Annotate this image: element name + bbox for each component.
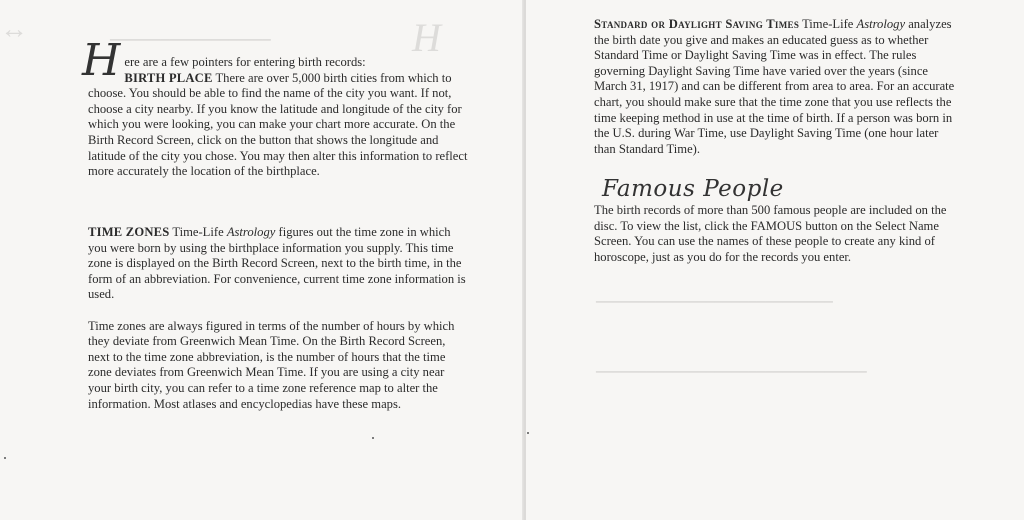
time-zones-paragraph [88, 225, 466, 303]
gmt-paragraph [88, 319, 466, 413]
bleed-through: ▁▁▁▁▁▁▁▁▁▁▁▁▁▁▁▁▁▁▁ H ↔ [0, 14, 441, 60]
dst-paragraph [594, 17, 956, 157]
time-zones-product: Time-Life [172, 225, 224, 239]
dst-text: analyzes the birth date you give and makes an educated guess as to whether Standard Time or Daylight Saving Time was in effect. The rules governing Daylight Saving Time have varied over the years (since March 31, 1917) and can be different from area to area. For an accurate chart, you should make sure that the time zone that you use reflects the time keeping method in use at the time of birth. If a person was born in the U.S. during War Time, use Daylight Saving Time (one hour later than Standard Time). [594, 17, 955, 156]
page-mark-right [527, 432, 529, 434]
birth-place-text: There are over 5,000 birth cities from which to choose. You should be able to find the name of the city you want. If not, choose a city nearby. If you know the latitude and longitude of the city for which you were looking, you can make your chart more accurate. On the Birth Record Screen, click on the button that shows the longitude and latitude of the city you chose. You may then alter this information to reflect more accurately the location of the birthplace. [88, 70, 468, 179]
bleed-through-right: ▁▁▁▁▁▁▁▁▁▁▁▁▁▁▁▁▁▁▁▁▁▁▁▁▁▁▁▁ ▁▁▁▁▁▁▁▁▁▁▁▁▁▁▁▁▁▁▁▁▁▁▁▁▁▁▁▁▁▁▁▁ [596, 291, 867, 373]
time-zones-product-italic: Astrology [226, 225, 276, 239]
drop-cap: H [82, 35, 121, 86]
time-zones-heading: TIME ZONES [88, 225, 170, 239]
famous-block [594, 203, 954, 281]
page-mark-left-margin [4, 457, 6, 459]
gmt-text: Time zones are always figured in terms of the number of hours by which they deviate from Greenwich Mean Time. On the Birth Record Screen, next to the time zone abbreviation, is the number of hours that the time zone deviates from Greenwich Mean Time. If you are using a city near your birth city, you can refer to a time zone reference map to alter the information. Most atlases and encyclopedias have these maps. [88, 318, 455, 411]
famous-text: The birth records of more than 500 famous people are included on the disc. To view the list, click the FAMOUS button on the Select Name Screen. You can use the names of these people to create any kind of horoscope, just as you do for the records you enter. [594, 203, 947, 264]
dst-product: Time-Life [802, 17, 854, 31]
dst-heading: Standard or Daylight Saving Times [594, 17, 800, 31]
famous-people-heading: Famous People [602, 176, 784, 202]
dst-block [594, 17, 956, 173]
intro-text: ere are a few pointers for entering birth records: [124, 55, 366, 69]
intro-paragraph [82, 35, 468, 180]
page-mark [372, 437, 374, 439]
left-body [82, 35, 468, 180]
time-zones-block [88, 225, 466, 428]
time-zones-text: figures out the time zone in which you were born by using the birthplace information you supply. This time zone is displayed on the Birth Record Screen, next to the birth time, in the form of an abbreviation. For convenience, current time zone information is used. [88, 225, 466, 302]
famous-paragraph [594, 203, 954, 265]
birth-place-heading: BIRTH PLACE [124, 70, 213, 85]
dst-product-italic: Astrology [856, 17, 906, 31]
